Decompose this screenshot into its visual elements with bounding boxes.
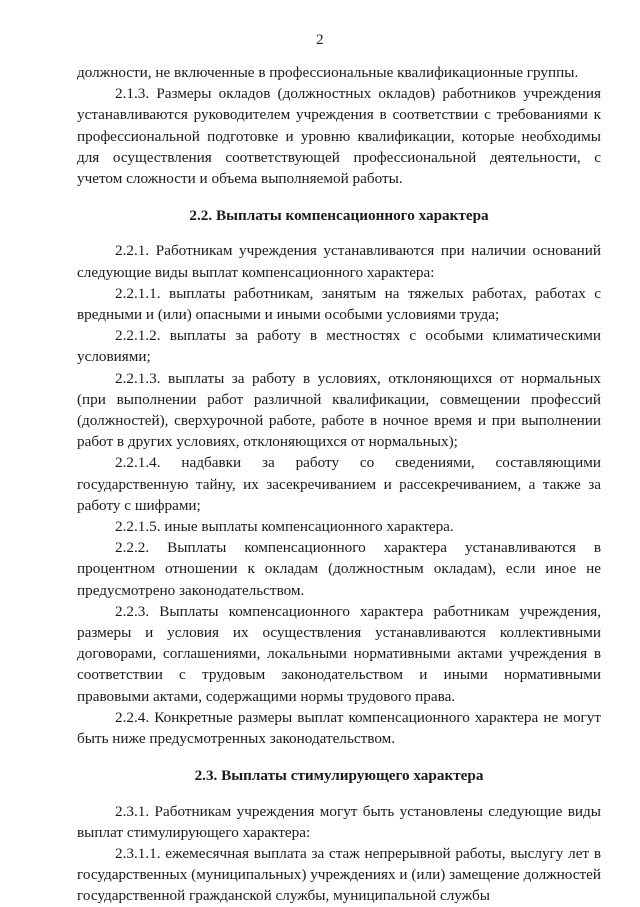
paragraph: 2.2.1.4. надбавки за работу со сведениями, составляющими государственную тайну, их засекречиванием и рассекречиванием, а также за работу с шифрами;: [77, 454, 601, 514]
paragraph: 2.2.1.5. иные выплаты компенсационного характера.: [115, 518, 454, 536]
spacer: [77, 749, 601, 765]
document-body: [77, 62, 601, 907]
paragraph: 2.2.2. Выплаты компенсационного характера устанавливаются в процентном отношении к окладам (должностным окладам), если иное не предусмотрено законодательством.: [77, 539, 601, 599]
paragraph: 2.2.1. Работникам учреждения устанавливаются при наличии оснований следующие виды выплат компенсационного характера:: [77, 242, 601, 281]
spacer: [77, 787, 601, 801]
page-number: 2: [316, 32, 324, 48]
section-heading: 2.3. Выплаты стимулирующего характера: [194, 767, 484, 785]
section-heading: 2.2. Выплаты компенсационного характера: [189, 207, 489, 225]
paragraph: 2.2.1.1. выплаты работникам, занятым на тяжелых работах, работах с вредными и (или) опасными и иными особыми условиями труда;: [77, 284, 601, 324]
paragraph: 2.2.1.2. выплаты за работу в местностях с особыми климатическими условиями;: [77, 327, 601, 366]
paragraph: 2.1.3. Размеры окладов (должностных окладов) работников учреждения устанавливаются руководителем учреждения в соответствии с требованиями к профессиональной подготовке и уровню квалификации, которые необходимы для осуществления соответствующей профессиональной деятельности, с учетом сложности и объема выполняемой работы.: [77, 85, 601, 188]
paragraph: 2.2.4. Конкретные размеры выплат компенсационного характера не могут быть ниже предусмотренных законодательством.: [77, 708, 601, 748]
spacer: [77, 189, 601, 205]
paragraph: 2.2.3. Выплаты компенсационного характера работникам учреждения, размеры и условия их осуществления устанавливаются коллективными договорами, соглашениями, локальными нормативными актами учреждения в соответствии с трудовым законодательством и иными нормативными правовыми актами, содержащими нормы трудового права.: [77, 602, 601, 705]
paragraph: 2.3.1.1. ежемесячная выплата за стаж непрерывной работы, выслугу лет в государственных (муниципальных) учреждениях и (или) замещение должностей государственной гражданской службы, муниципальной службы: [77, 844, 601, 905]
spacer: [77, 226, 601, 240]
paragraph: 2.2.1.3. выплаты за работу в условиях, отклоняющихся от нормальных (при выполнении работ различной квалификации, совмещении профессий (должностей), сверхурочной работе, работе в ночное время и при выполнении работ в других условиях, отклоняющихся от нормальных);: [77, 369, 601, 451]
paragraph: 2.3.1. Работникам учреждения могут быть установлены следующие виды выплат стимулирующего характера:: [77, 802, 601, 841]
paragraph: должности, не включенные в профессиональные квалификационные группы.: [77, 64, 579, 81]
